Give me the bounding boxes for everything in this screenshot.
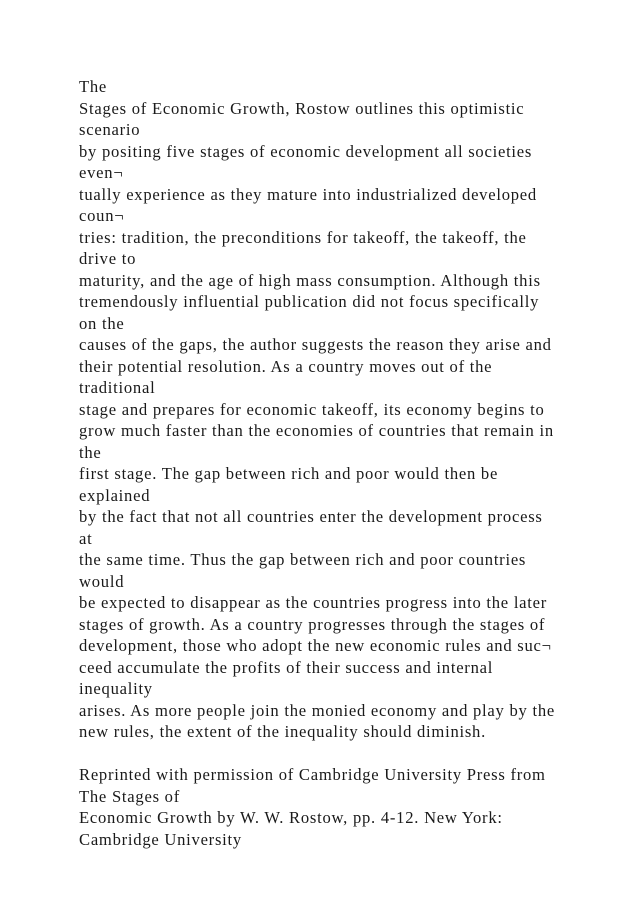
body-paragraph [79,76,599,743]
text-line: coun¬ [79,206,125,225]
text-line: Stages of Economic Growth, Rostow outlines this optimistic [79,98,525,118]
text-line: explained [79,485,151,505]
text-line: at [79,528,93,548]
text-line: their potential resolution. As a country moves out of the [79,356,493,376]
text-line: by positing five stages of economic development all societies [79,141,533,161]
text-line: on the [79,313,125,333]
text-line: by the fact that not all countries enter the development process [79,507,543,526]
text-line: grow much faster than the economies of countries that remain in [79,421,554,440]
reprint-notice [79,764,599,850]
text-line: causes of the gaps, the author suggests the reason they arise and [79,335,552,354]
text-line: scenario [79,120,141,139]
text-line: The [79,77,108,96]
text-line: maturity, and the age of high mass consumption. Although this [79,270,541,290]
text-line: tries: tradition, the preconditions for takeoff, the takeoff, the [79,227,527,247]
text-line: stages of growth. As a country progresses through the stages of [79,614,546,634]
paragraph-spacer [79,743,599,765]
text-line: arises. As more people join the monied economy and play by the [79,700,555,720]
text-line: even¬ [79,163,124,182]
text-line: traditional [79,378,156,397]
text-line: tremendously influential publication did not focus specifically [79,292,540,311]
text-line: Cambridge University [79,829,242,849]
text-line: first stage. The gap between rich and poor would then be [79,464,499,483]
document-text [79,76,599,850]
text-line: The Stages of [79,786,180,806]
text-line: development, those who adopt the new economic rules and suc¬ [79,636,552,655]
text-line: ceed accumulate the profits of their success and internal [79,657,494,677]
text-line: tually experience as they mature into industrialized developed [79,184,537,204]
text-line: Reprinted with permission of Cambridge University Press from [79,765,546,784]
text-line: drive to [79,249,137,268]
text-line: be expected to disappear as the countries progress into the later [79,593,548,612]
text-line: stage and prepares for economic takeoff, its economy begins to [79,399,545,419]
text-line: new rules, the extent of the inequality should diminish. [79,722,486,741]
text-line: the same time. Thus the gap between rich and poor countries [79,550,527,569]
text-line: would [79,571,125,591]
text-line: the [79,442,102,462]
text-line: inequality [79,679,153,698]
text-line: Economic Growth by W. W. Rostow, pp. 4-12. New York: [79,808,503,827]
